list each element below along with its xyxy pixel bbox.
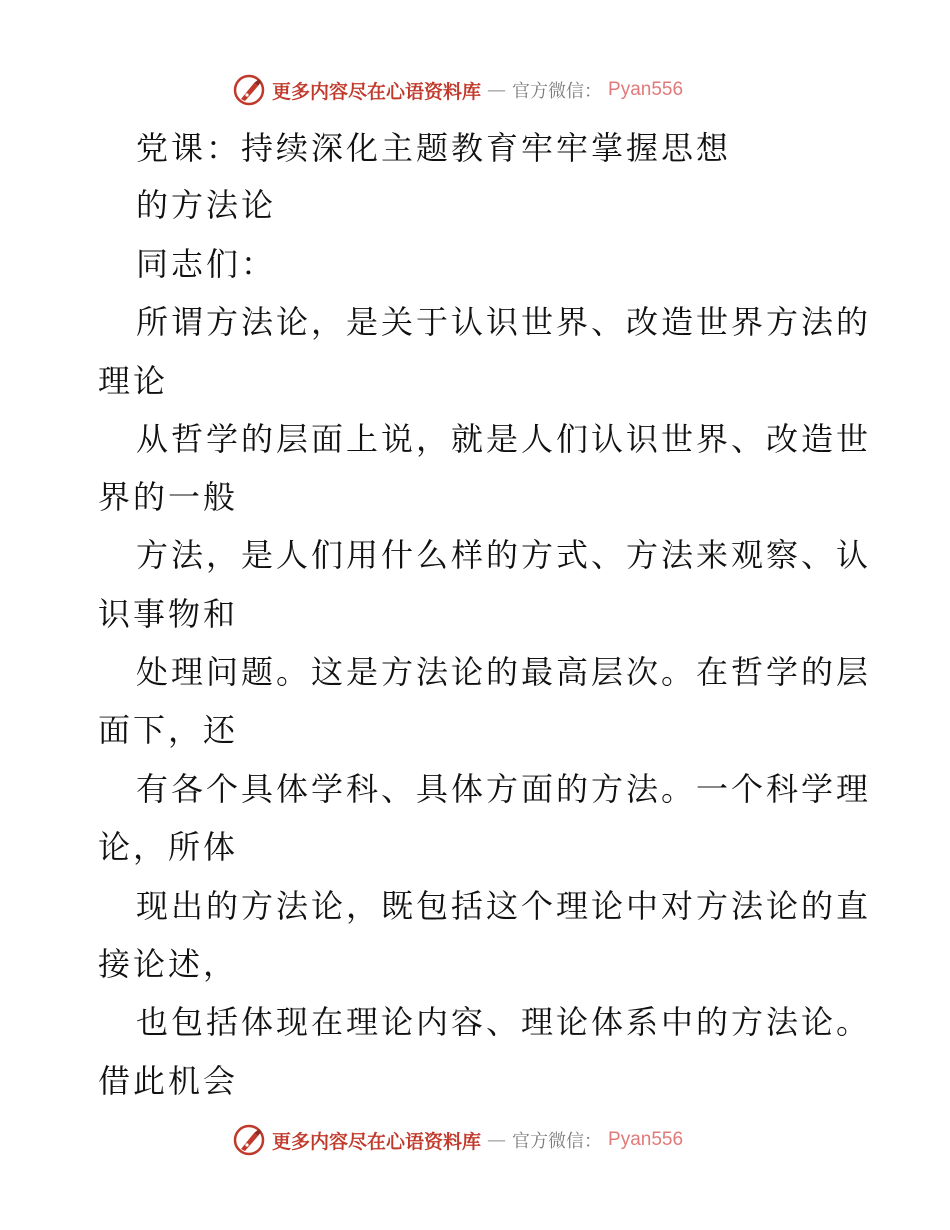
footer-banner: [232, 1120, 683, 1160]
pen-nib-circle-icon: [232, 1123, 266, 1157]
banner-separator: —: [487, 79, 507, 101]
body-line: 从哲学的层面上说，就是人们认识世界、改造世: [136, 420, 872, 458]
body-line: 所谓方法论，是关于认识世界、改造世界方法的: [136, 303, 872, 341]
body-line: 处理问题。这是方法论的最高层次。在哲学的层: [136, 653, 872, 691]
body-line: 方法，是人们用什么样的方式、方法来观察、认: [136, 536, 872, 574]
body-line: 理论: [98, 362, 169, 400]
body-line: 有各个具体学科、具体方面的方法。一个科学理: [136, 770, 872, 808]
body-line: 面下，还: [98, 711, 239, 749]
banner-slogan: 更多内容尽在心语资料库: [272, 1130, 482, 1153]
body-line: 现出的方法论，既包括这个理论中对方法论的直: [136, 887, 872, 925]
body-line: 借此机会: [98, 1062, 239, 1100]
salutation: 同志们：: [136, 245, 277, 283]
document-title-line-1: 党课：持续深化主题教育牢牢掌握思想: [136, 129, 732, 167]
banner-wechat-id: Pyan556: [608, 79, 684, 100]
document-title-line-2: 的方法论: [136, 186, 277, 224]
header-banner: [232, 70, 683, 110]
banner-wechat-label: 官方微信：: [512, 1131, 603, 1152]
banner-wechat-id: Pyan556: [608, 1129, 684, 1150]
banner-separator: —: [487, 1129, 507, 1151]
body-line: 界的一般: [98, 478, 239, 516]
pen-nib-circle-icon: [232, 73, 266, 107]
body-line: 也包括体现在理论内容、理论体系中的方法论。: [136, 1003, 872, 1041]
body-line: 识事物和: [98, 595, 239, 633]
body-line: 论，所体: [98, 828, 239, 866]
banner-wechat-label: 官方微信：: [512, 81, 603, 102]
body-line: 接论述，: [98, 945, 239, 983]
banner-slogan: 更多内容尽在心语资料库: [272, 80, 482, 103]
